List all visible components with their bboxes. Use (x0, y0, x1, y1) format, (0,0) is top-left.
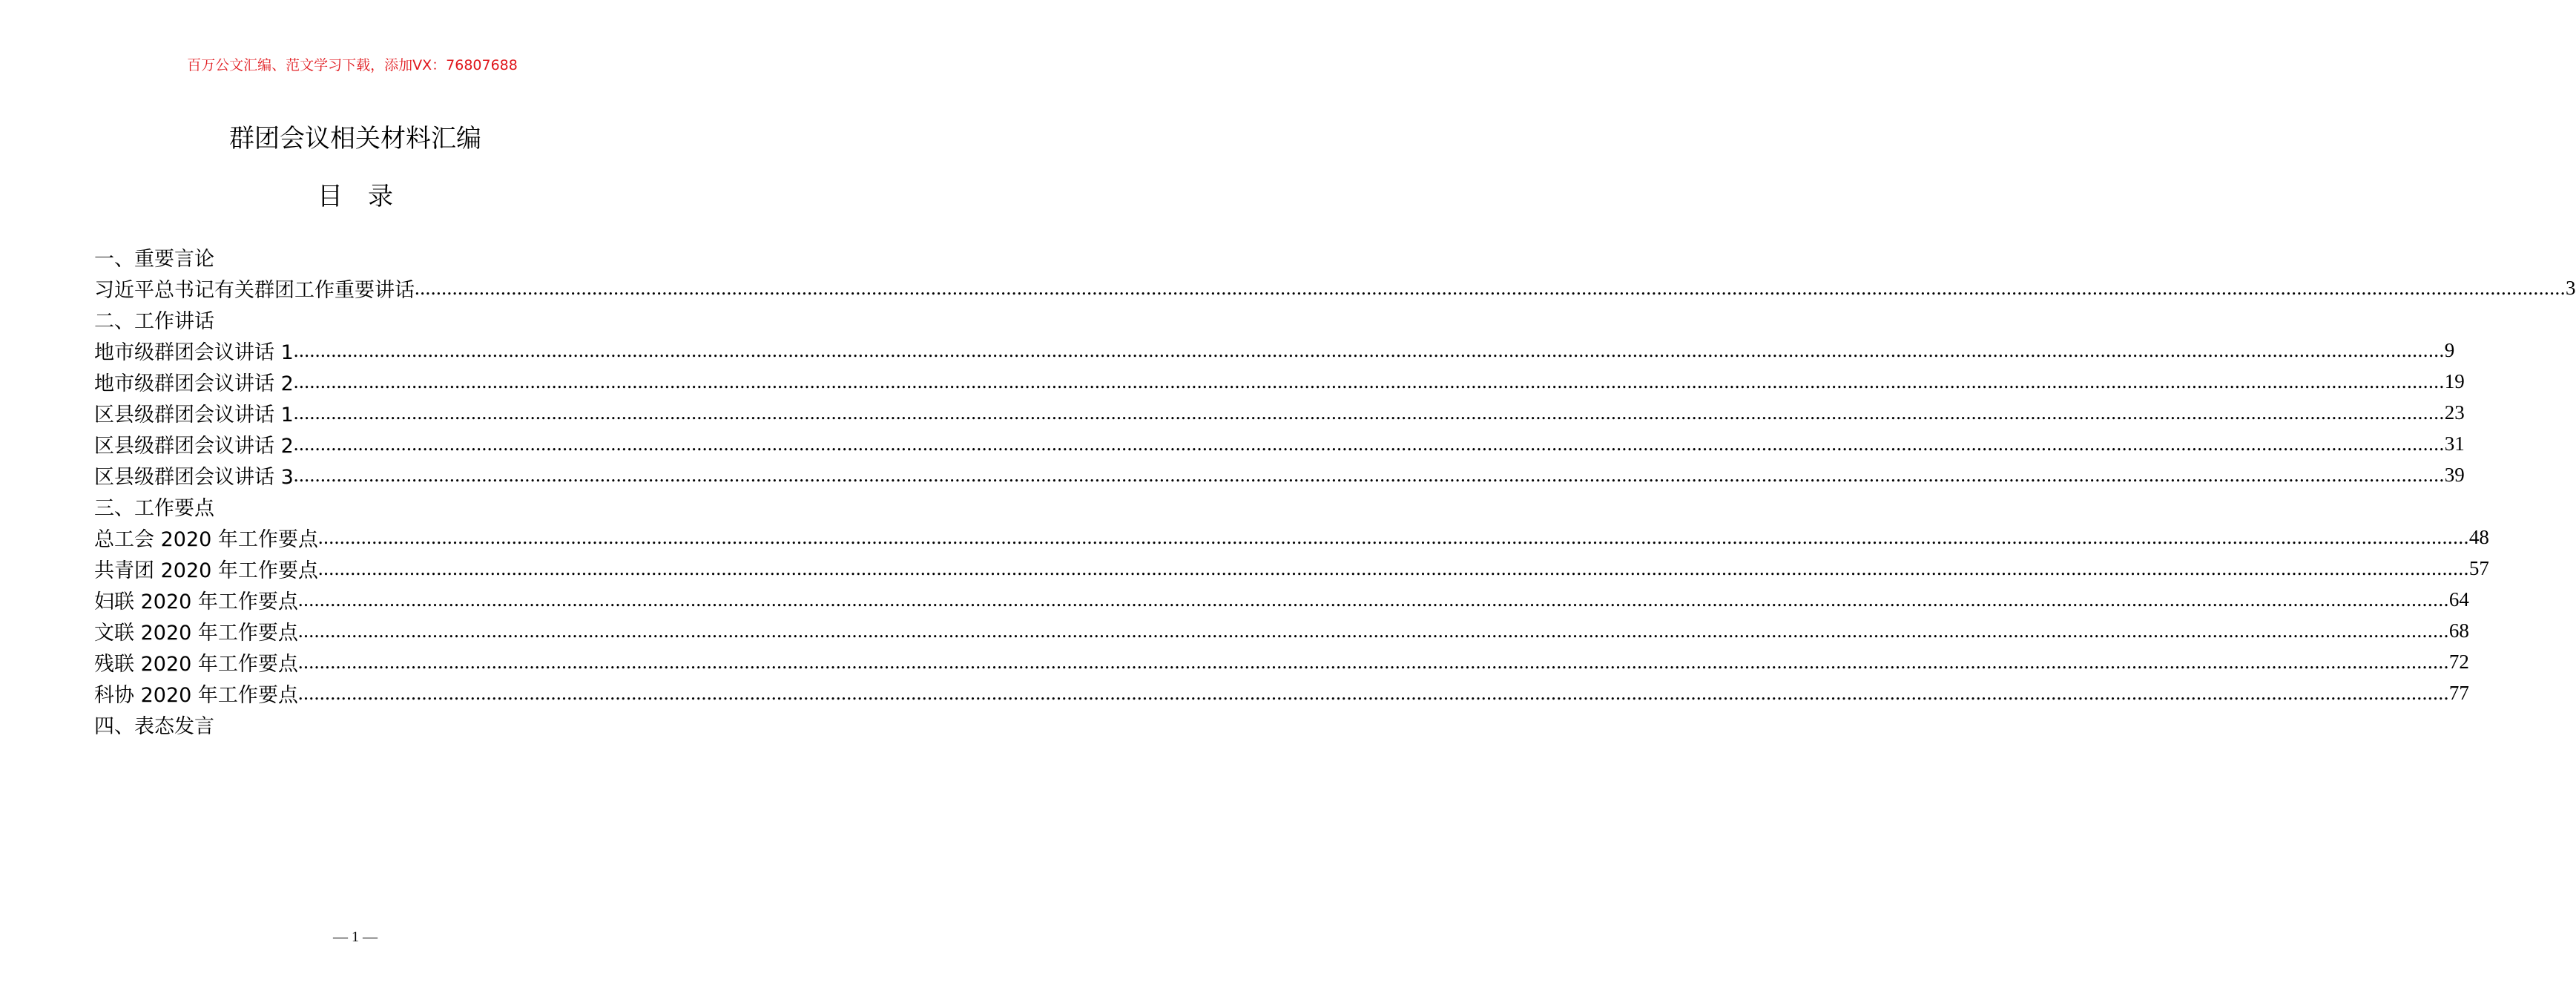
toc-heading: 目录 (317, 182, 418, 211)
toc-entry-label: 习近平总书记有关群团工作重要讲话 (94, 278, 415, 302)
toc-entry-page: 77 (2448, 681, 2469, 704)
document-title: 群团会议相关材料汇编 (229, 124, 481, 154)
toc-entry[interactable] (94, 553, 2489, 584)
toc-entry[interactable] (94, 366, 2465, 397)
toc-entry[interactable] (94, 521, 2489, 553)
dot-leader: ................................................................................................................................................................................................................................................................................................................................................................................................................ (415, 276, 2566, 299)
toc-entry-page: 64 (2448, 588, 2469, 611)
dot-leader: ................................................................................................................................................................................................................................................................................................................................................................................................................ (297, 650, 2449, 673)
toc-section-heading: 四、表态发言 (94, 714, 214, 738)
toc-entry-page: 68 (2448, 619, 2469, 642)
toc-section-heading: 二、工作讲话 (94, 309, 214, 333)
toc-entry[interactable] (94, 459, 2465, 490)
toc-entry-page: 72 (2448, 650, 2469, 673)
toc-entry[interactable] (94, 428, 2465, 459)
dot-leader: ................................................................................................................................................................................................................................................................................................................................................................................................................ (297, 619, 2449, 642)
toc-entry[interactable] (94, 646, 2469, 677)
toc-entry-page: 3 (2566, 276, 2576, 299)
toc-entry[interactable] (94, 335, 2455, 366)
toc-entry-label: 地市级群团会议讲话 1 (94, 340, 294, 364)
toc-entry-page: 39 (2444, 463, 2465, 486)
dot-leader: ................................................................................................................................................................................................................................................................................................................................................................................................................ (293, 401, 2445, 424)
toc-section-heading: 三、工作要点 (94, 496, 214, 520)
toc-entry-page: 31 (2444, 432, 2465, 455)
toc-entry[interactable] (94, 677, 2469, 708)
page-number-footer: — 1 — (333, 929, 378, 945)
toc-entry[interactable] (94, 584, 2469, 615)
dot-leader: ................................................................................................................................................................................................................................................................................................................................................................................................................ (293, 338, 2445, 361)
toc-entry-label: 科协 2020 年工作要点 (94, 683, 298, 707)
table-of-contents (94, 241, 2576, 740)
toc-entry-page: 19 (2444, 369, 2465, 392)
dot-leader: ................................................................................................................................................................................................................................................................................................................................................................................................................ (317, 525, 2469, 548)
dot-leader: ................................................................................................................................................................................................................................................................................................................................................................................................................ (293, 369, 2445, 392)
toc-entry-label: 共青团 2020 年工作要点 (94, 559, 318, 582)
dot-leader: ................................................................................................................................................................................................................................................................................................................................................................................................................ (317, 556, 2469, 579)
toc-entry-label: 区县级群团会议讲话 3 (94, 465, 294, 489)
toc-entry-page: 9 (2444, 338, 2455, 361)
toc-entry[interactable] (94, 397, 2465, 428)
dot-leader: ................................................................................................................................................................................................................................................................................................................................................................................................................ (293, 463, 2445, 486)
toc-entry-label: 地市级群团会议讲话 2 (94, 372, 294, 395)
toc-section-heading: 一、重要言论 (94, 247, 214, 271)
toc-entry[interactable] (94, 615, 2469, 646)
toc-entry-label: 文联 2020 年工作要点 (94, 621, 298, 645)
toc-entry-label: 区县级群团会议讲话 1 (94, 403, 294, 427)
toc-entry-label: 妇联 2020 年工作要点 (94, 590, 298, 613)
toc-entry-page: 57 (2468, 556, 2489, 579)
toc-entry[interactable] (94, 272, 2576, 303)
toc-entry-page: 48 (2468, 525, 2489, 548)
dot-leader: ................................................................................................................................................................................................................................................................................................................................................................................................................ (297, 681, 2449, 704)
toc-entry-page: 23 (2444, 401, 2465, 424)
header-note: 百万公文汇编、范文学习下载，添加VX：76807688 (187, 57, 518, 73)
dot-leader: ................................................................................................................................................................................................................................................................................................................................................................................................................ (293, 432, 2445, 455)
dot-leader: ................................................................................................................................................................................................................................................................................................................................................................................................................ (297, 588, 2449, 611)
toc-entry-label: 残联 2020 年工作要点 (94, 652, 298, 676)
toc-entry-label: 总工会 2020 年工作要点 (94, 527, 318, 551)
toc-entry-label: 区县级群团会议讲话 2 (94, 434, 294, 458)
